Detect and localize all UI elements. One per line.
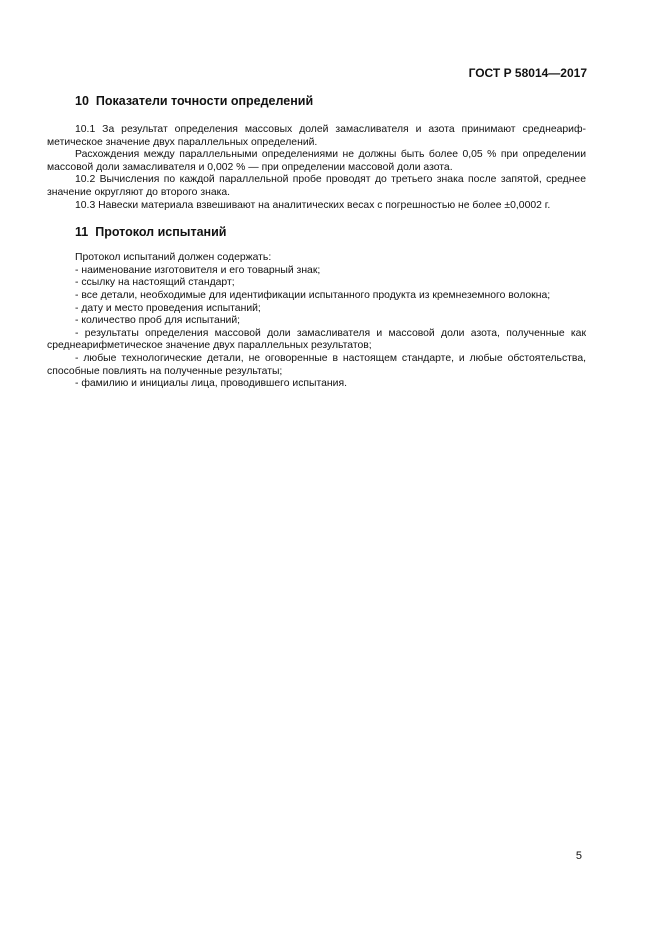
list-item: - результаты определения массовой доли замасливателя и массовой доли азота, полученные как среднеарифметическое значение двух параллельных результатов; <box>47 327 586 352</box>
section-title: Протокол испытаний <box>95 225 227 240</box>
list-item: - все детали, необходимые для идентификации испытанного продукта из кремнеземного волокна; <box>75 289 551 301</box>
section-10-body <box>47 124 586 212</box>
section-10-heading <box>47 94 586 109</box>
list-item: - наименование изготовителя и его товарный знак; <box>75 264 321 276</box>
section-title: Показатели точности определений <box>95 94 314 108</box>
paragraph: 10.3 Навески материала взвешивают на аналитических весах с погрешностью не более ±0,0002 г. <box>75 199 551 211</box>
section-number: 11 <box>75 225 89 240</box>
section-11-body <box>47 252 586 391</box>
paragraph: 10.2 Вычисления по каждой параллельной пробе проводят до третьего знака после запятой, среднее значение округляют до второго знака. <box>47 174 586 198</box>
document-body <box>47 94 586 391</box>
list-item: - дату и место проведения испытаний; <box>75 302 261 314</box>
list-item: - ссылку на настоящий стандарт; <box>75 277 235 289</box>
section-number: 10 <box>75 94 89 108</box>
list-item: - любые технологические детали, не оговоренные в настоящем стандарте, и любые обстоятельства, способные повлиять на полученные результаты; <box>47 352 586 377</box>
paragraph-intro: Протокол испытаний должен содержать: <box>75 252 272 264</box>
list-item: - фамилию и инициалы лица, проводившего испытания. <box>75 378 347 390</box>
paragraph: 10.1 За результат определения массовых долей замасливателя и азота принимают среднеарифметическое значение двух параллельных определений. <box>47 124 586 148</box>
list-item: - количество проб для испытаний; <box>75 315 241 327</box>
paragraph: Расхождения между параллельными определениями не должны быть более 0,05 % при определении массовой доли замасливателя и 0,002 % — при определении массовой доли азота. <box>47 149 586 173</box>
page-number: 5 <box>575 850 582 862</box>
section-11-heading <box>47 225 586 240</box>
document-code: ГОСТ Р 58014—2017 <box>468 66 587 80</box>
